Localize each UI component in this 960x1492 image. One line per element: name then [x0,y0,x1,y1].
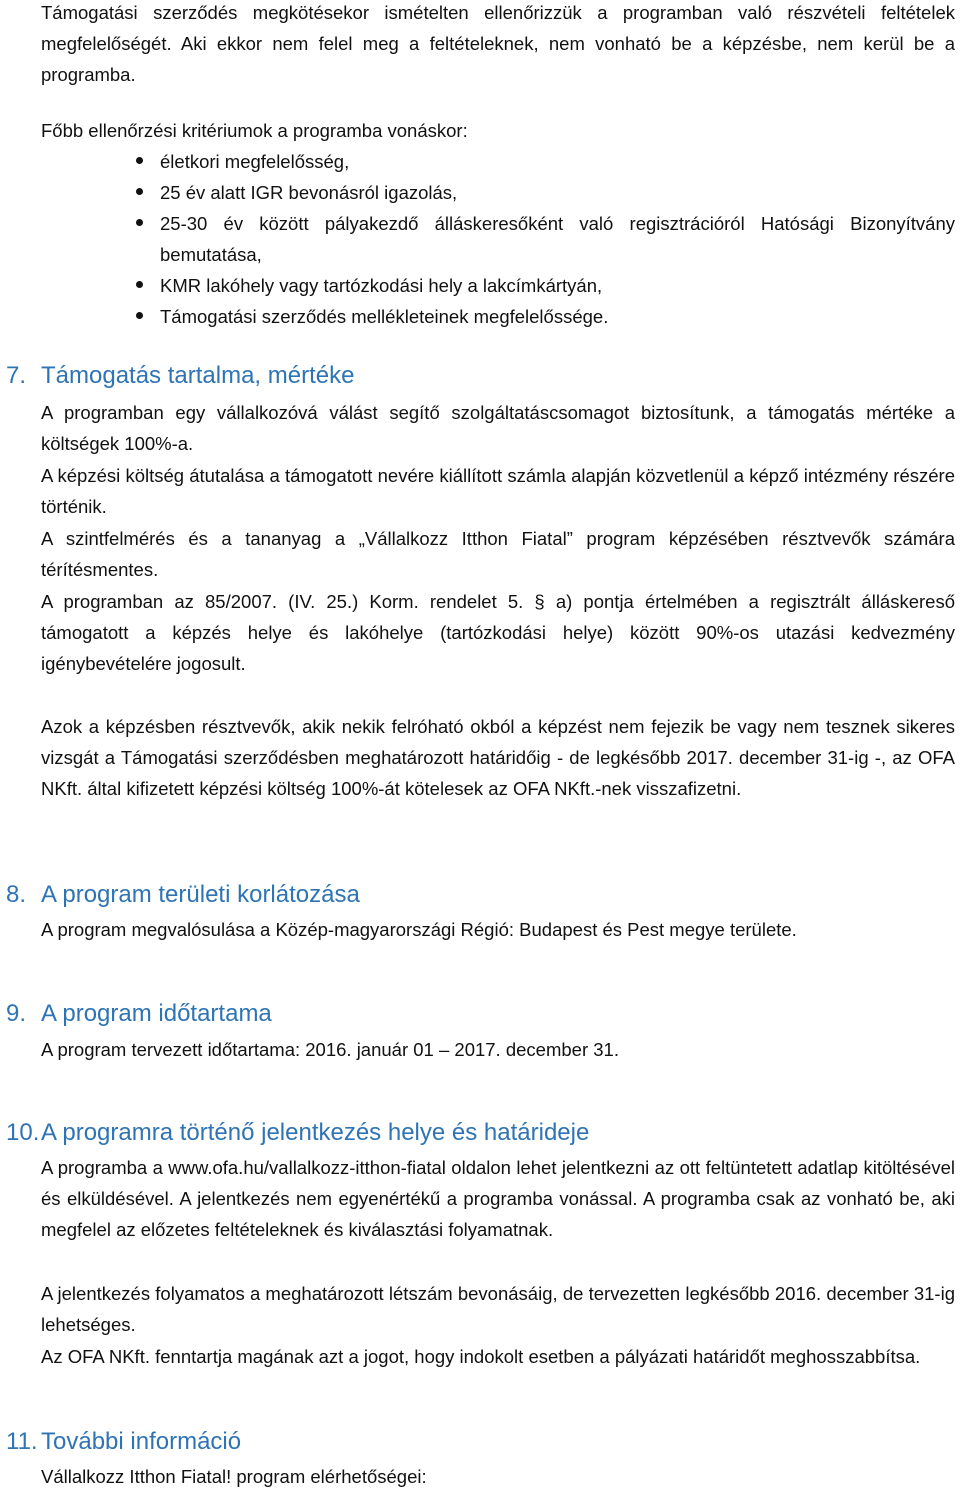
bullet-icon [136,281,143,288]
section-heading [0,1115,960,1151]
section-paragraph: A képzési költség átutalása a támogatott nevére kiállított számla alapján közvetlenül a képző intézmény részére történik. [41,465,955,517]
section-number: 7. [6,362,27,389]
criteria-title: Főbb ellenőrzési kritériumok a programba vonáskor: [41,120,468,141]
section-title: Támogatás tartalma, mértéke [41,362,355,389]
section-paragraph: Vállalkozz Itthon Fiatal! program elérhetőségei: [41,1466,427,1487]
criteria-item: KMR lakóhely vagy tartózkodási hely a lakcímkártyán, [160,275,603,296]
criteria-item: Támogatási szerződés mellékleteinek megfelelőssége. [160,306,609,327]
bullet-icon [136,312,143,319]
section-paragraph: A program megvalósulása a Közép-magyarországi Régió: Budapest és Pest megye területe. [41,919,797,940]
section-title: A program időtartama [41,1000,272,1027]
section-paragraph: A szintfelmérés és a tananyag a „Vállalkozz Itthon Fiatal” program képzésében résztvevők számára térítésmentes. [41,528,955,580]
section-paragraph: A programba a www.ofa.hu/vallalkozz-itthon-fiatal oldalon lehet jelentkezni az ott feltüntetett adatlap kitöltésével és elküldésével. A jelentkezés nem egyenértékű a programba vonással. A programba csak az vonható be, aki megfelel az előzetes feltételeknek és kiválasztási folyamatnak. [41,1157,955,1240]
section-paragraph: A program tervezett időtartama: 2016. január 01 – 2017. december 31. [41,1039,619,1060]
section-number: 9. [6,1000,27,1027]
section-title: A program területi korlátozása [41,881,360,908]
criteria-item: életkori megfelelősség, [160,151,350,172]
section-number: 11. [6,1428,38,1455]
section-number: 10. [6,1119,40,1146]
criteria-item: 25-30 év között pályakezdő álláskeresőként való regisztrációról Hatósági Bizonyítvány bemutatása, [160,213,955,265]
criteria-item: 25 év alatt IGR bevonásról igazolás, [160,182,458,203]
section-paragraph: A jelentkezés folyamatos a meghatározott létszám bevonásáig, de tervezetten legkésőbb 2016. december 31-ig lehetséges. [41,1283,955,1335]
section-paragraph: Azok a képzésben résztvevők, akik nekik felróható okból a képzést nem fejezik be vagy nem tesznek sikeres vizsgát a Támogatási szerződésben meghatározott határidőig - de legkésőbb 2017. december 31-ig -, az OFA NKft. által kifizetett képzési költség 100%-át kötelesek az OFA NKft.-nek visszafizetni. [41,716,955,799]
bullet-icon [136,188,143,195]
section-title: A programra történő jelentkezés helye és határideje [41,1119,590,1146]
bullet-icon [136,157,143,164]
intro-paragraph: Támogatási szerződés megkötésekor ismételten ellenőrizzük a programban való részvételi feltételek megfelelőségét. Aki ekkor nem felel meg a feltételeknek, nem vonható be a képzésbe, nem kerül be a programba. [41,2,955,85]
section-heading [0,877,960,913]
section-title: További információ [41,1428,242,1455]
bullet-icon [136,219,143,226]
section-heading [0,1424,960,1460]
section-heading [0,996,960,1032]
section-paragraph: Az OFA NKft. fenntartja magának azt a jogot, hogy indokolt esetben a pályázati határidőt meghosszabbítsa. [41,1346,921,1367]
section-heading [0,358,960,394]
section-paragraph: A programban az 85/2007. (IV. 25.) Korm. rendelet 5. § a) pontja értelmében a regisztrált álláskereső támogatott a képzés helye és lakóhelye (tartózkodási helye) között 90%-os utazási kedvezmény igénybevételére jogosult. [41,591,955,674]
section-number: 8. [6,881,27,908]
section-paragraph: A programban egy vállalkozóvá válást segítő szolgáltatáscsomagot biztosítunk, a támogatás mértéke a költségek 100%-a. [41,402,955,454]
